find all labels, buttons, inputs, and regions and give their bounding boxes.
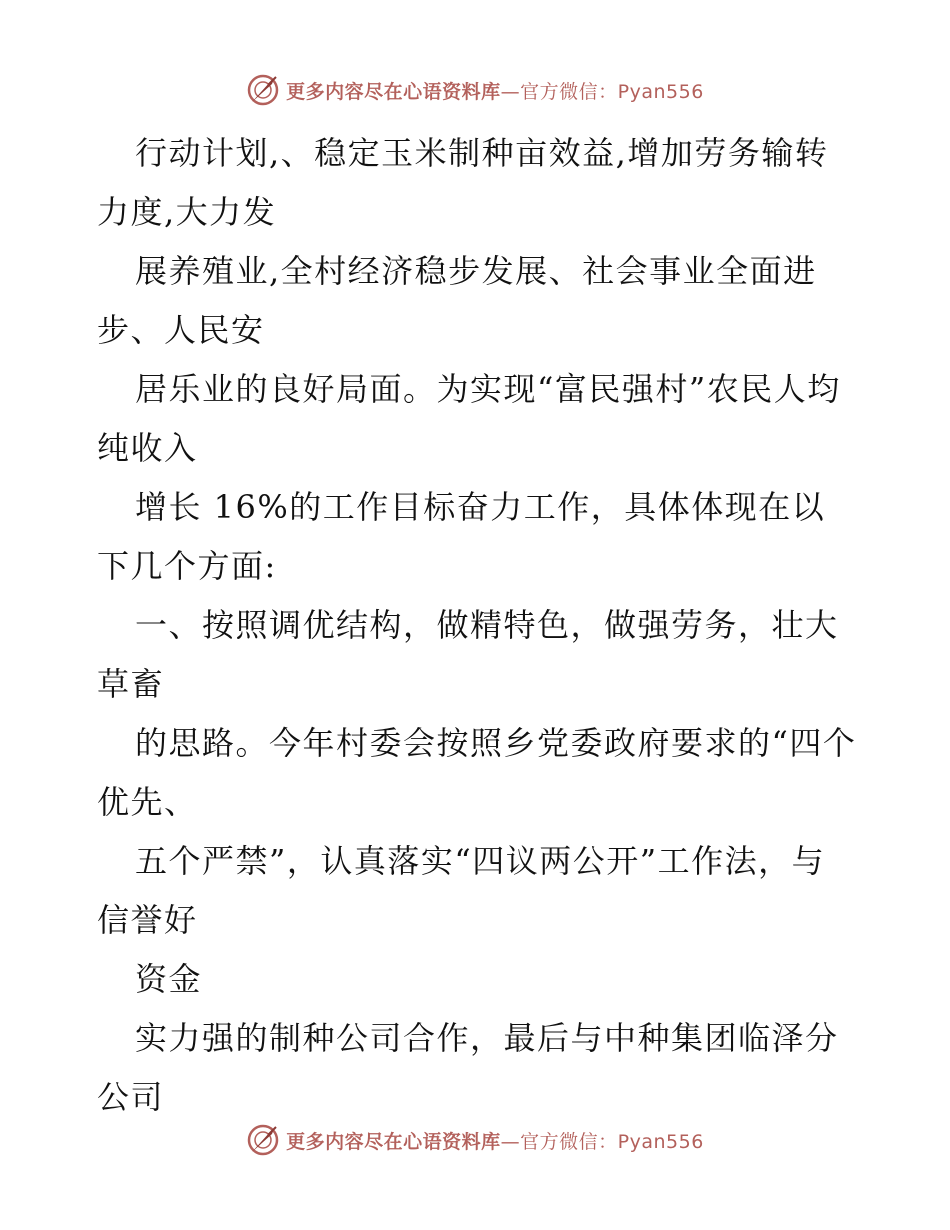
paragraph: 行动计划,、稳定玉米制种亩效益,增加劳务输转力度,大力发 [97,134,829,231]
watermark-contact: —官方微信：Pyan556 [500,1130,704,1153]
paragraph: 增长 16%的工作目标奋力工作，具体体现在以下几个方面: [97,488,826,585]
document-body [97,124,857,1127]
footer-watermark [0,1120,950,1160]
header-watermark [0,70,950,110]
paragraph: 的思路。今年村委会按照乡党委政府要求的“四个优先、 [97,724,857,821]
paragraph: 居乐业的良好局面。为实现“富民强村”农民人均纯收入 [97,370,841,467]
watermark-title: 更多内容尽在心语资料库 [286,1130,501,1153]
paragraph: 实力强的制种公司合作，最后与中种集团临泽分公司 [97,1019,839,1116]
paragraph: 展养殖业,全村经济稳步发展、社会事业全面进步、人民安 [97,252,817,349]
watermark-title: 更多内容尽在心语资料库 [286,80,501,103]
paragraph: 资金 [135,960,203,998]
watermark-contact: —官方微信：Pyan556 [500,80,704,103]
paragraph: 五个严禁”，认真落实“四议两公开”工作法，与信誉好 [97,842,826,939]
quill-seal-icon [246,1123,280,1157]
quill-seal-icon [246,73,280,107]
paragraph: 一、按照调优结构，做精特色，做强劳务，壮大草畜 [97,606,839,703]
